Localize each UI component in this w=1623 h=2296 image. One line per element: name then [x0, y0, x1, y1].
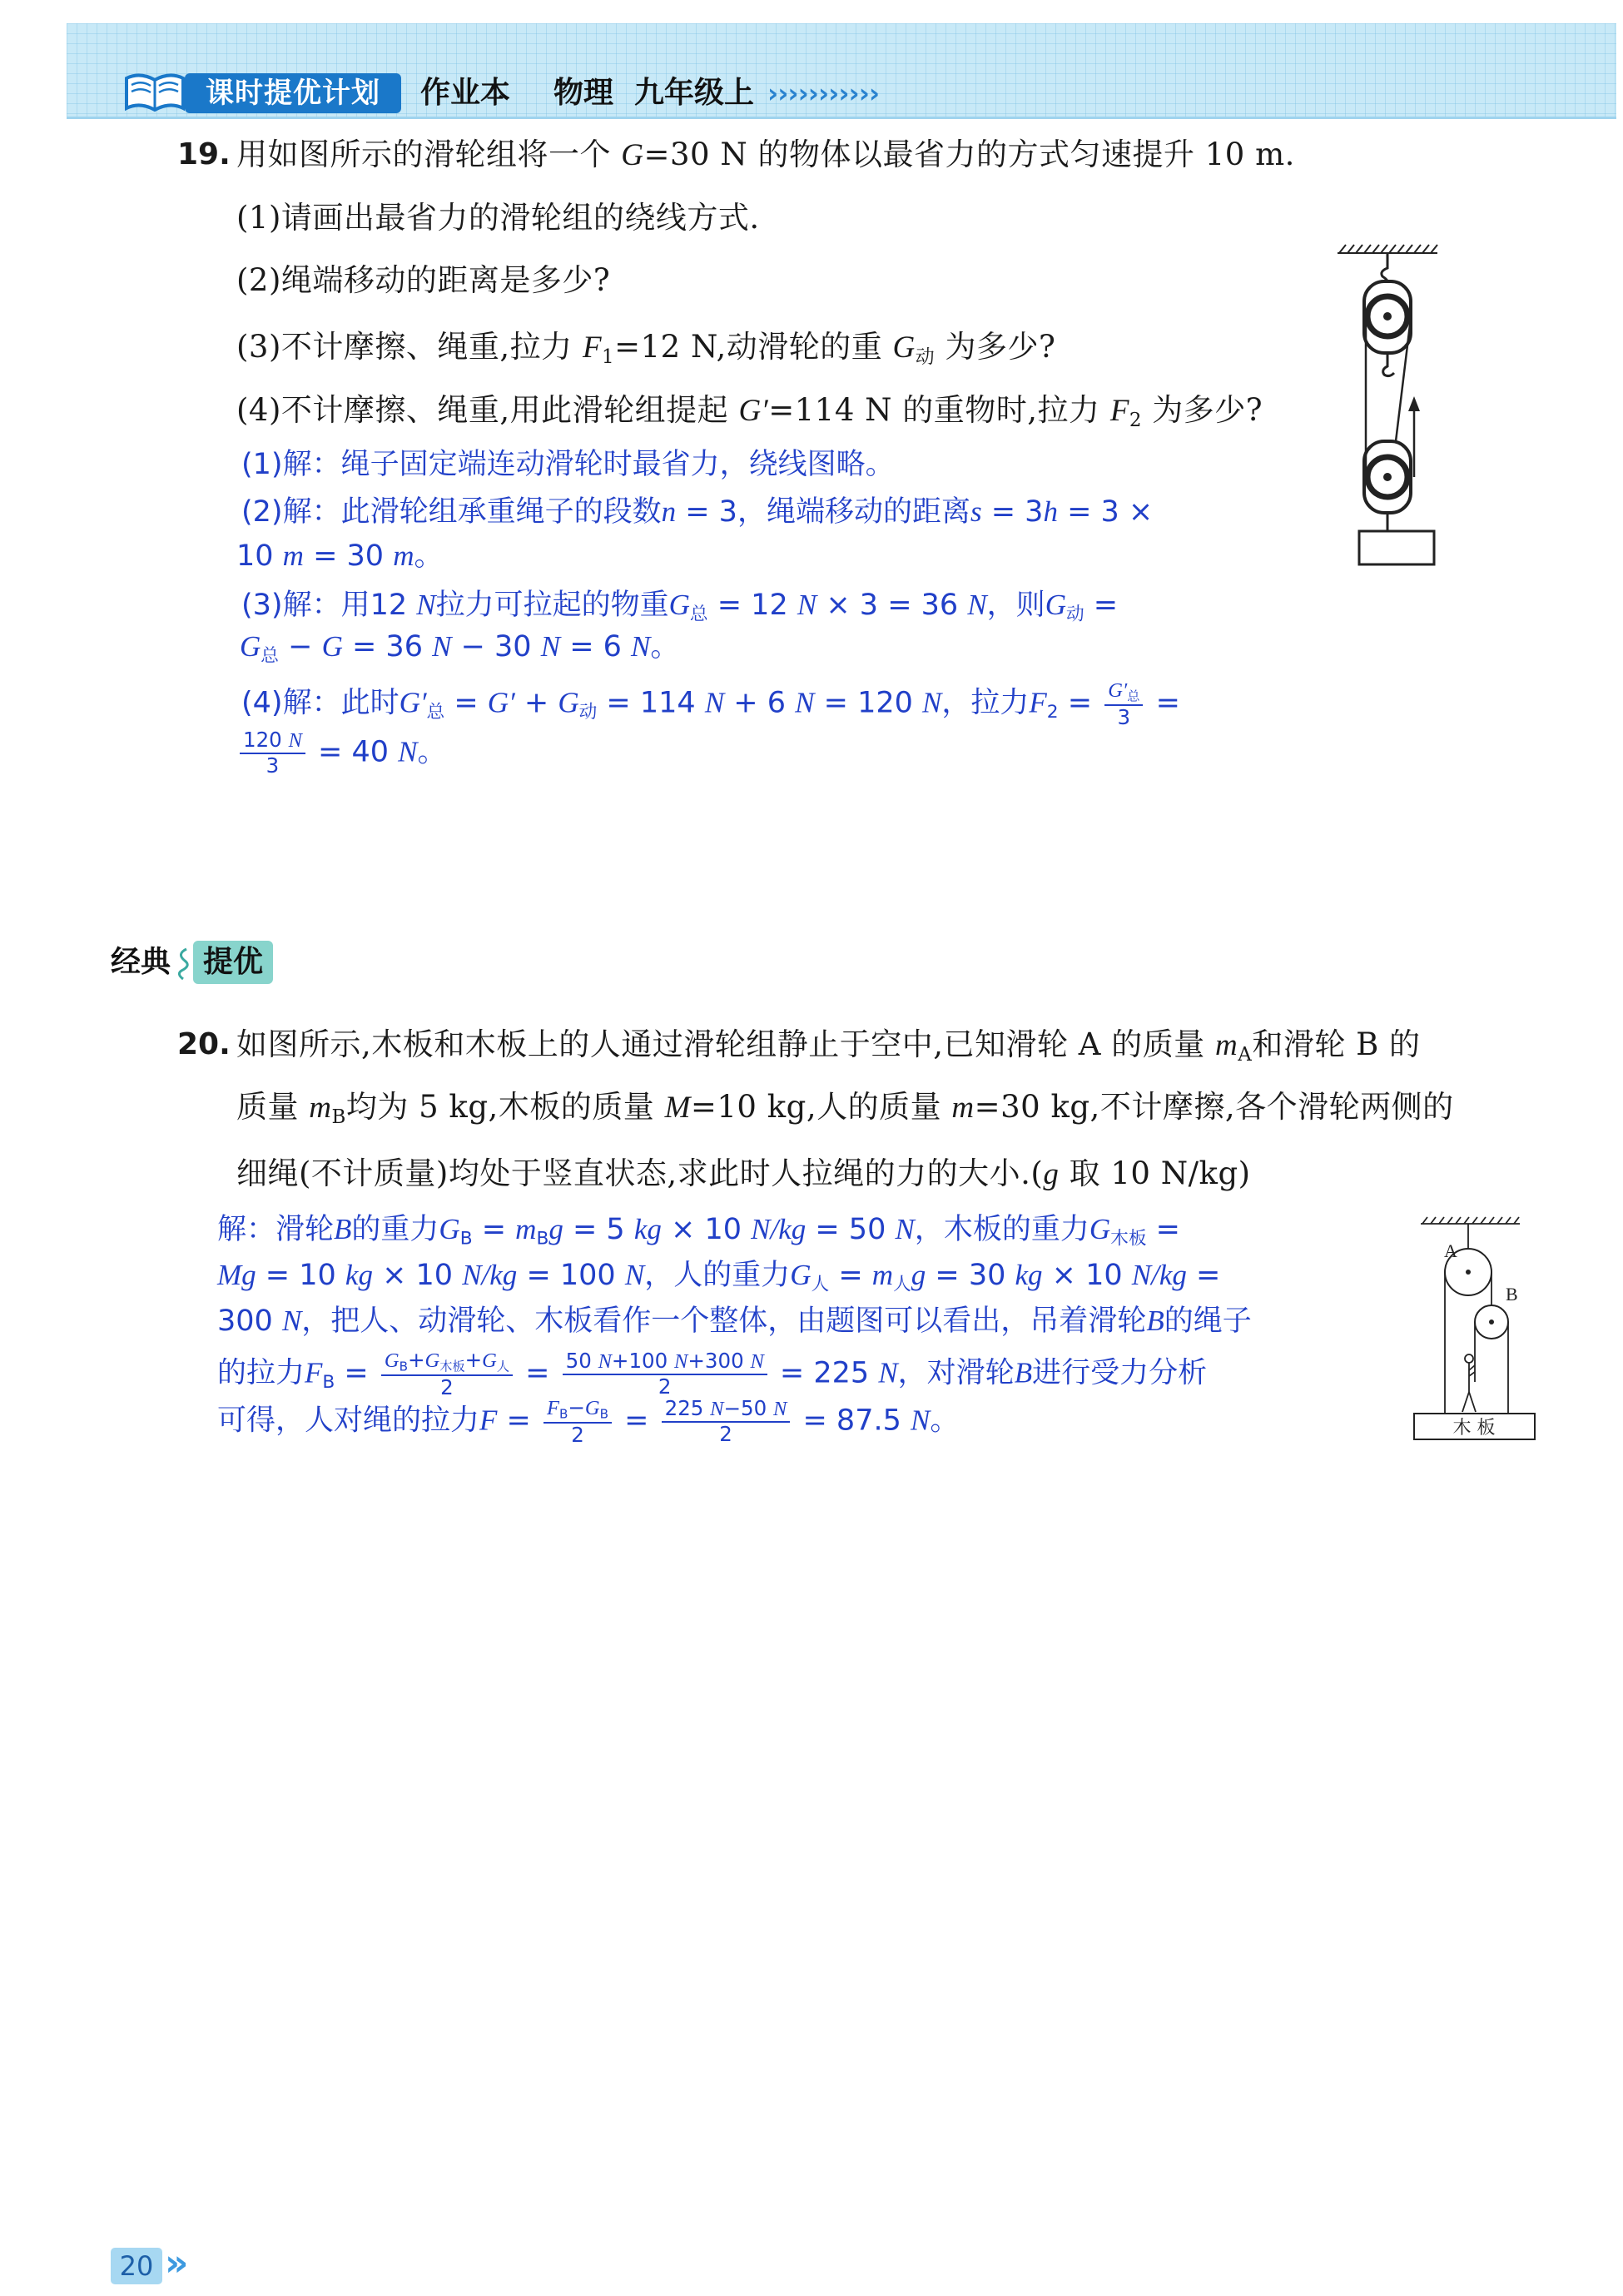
pulley-b-axle [1489, 1319, 1494, 1324]
text-run: +300 [687, 1348, 751, 1373]
math-variable: N [288, 729, 302, 752]
math-variable: G [1045, 589, 1066, 621]
text-run: 120 [243, 728, 289, 752]
math-variable: n [661, 495, 677, 528]
text-run: − [278, 630, 322, 663]
answer-line [240, 629, 679, 675]
text-run: = 5 [563, 1213, 634, 1246]
math-variable: G [790, 1259, 812, 1291]
text-run: =10 kg,人的质量 [690, 1089, 952, 1125]
question-stem [236, 1089, 1454, 1136]
math-variable: N [911, 1404, 931, 1437]
text-run: 。 [650, 630, 680, 663]
subscript: 2 [1046, 702, 1059, 723]
text-run: ，把人、动滑轮、木板看作一个整体，由题图可以看出，吊着滑轮 [301, 1305, 1147, 1338]
fraction [240, 728, 305, 778]
movable-pulley-axle [1383, 473, 1392, 481]
text-run: ，木板的重力 [914, 1213, 1089, 1246]
question-stem [236, 1026, 1421, 1073]
math-variable: N [416, 589, 436, 621]
text-run: = 30 [926, 1259, 1015, 1292]
text-run: = [472, 1213, 516, 1246]
text-run: = [497, 1404, 540, 1438]
question-part [236, 200, 760, 236]
text-run: 为多少? [935, 329, 1056, 365]
answer-line [217, 1349, 1207, 1401]
text-run: (1)请画出最省力的滑轮组的绕线方式. [236, 200, 760, 236]
math-variable: G [384, 1349, 400, 1372]
text-run: − 30 [451, 630, 541, 663]
subscript: 动 [915, 345, 936, 368]
math-variable: N [631, 630, 651, 663]
text-run: 的拉力 [217, 1356, 305, 1390]
math-variable: Mg [217, 1259, 256, 1291]
text-run: (3)解：用12 [241, 589, 417, 622]
answer-line [217, 1257, 1220, 1304]
math-variable: M [664, 1091, 691, 1125]
fraction-numerator [563, 1349, 767, 1375]
subscript: B [322, 1372, 335, 1394]
math-variable: N/kg [462, 1259, 518, 1291]
text-run: 2 [440, 1375, 454, 1399]
text-run: 取 10 N/kg) [1059, 1155, 1251, 1191]
math-variable: F [1029, 686, 1047, 719]
answer-line [241, 446, 895, 483]
text-run: 。 [930, 1404, 960, 1438]
subscript: 人 [811, 1274, 830, 1295]
text-run: + [514, 686, 558, 720]
math-variable: G′ [399, 686, 427, 719]
math-variable: N [922, 686, 942, 719]
text-run: +100 [611, 1348, 675, 1373]
math-variable: kg [1015, 1259, 1043, 1291]
text-run: 为多少? [1142, 392, 1263, 428]
math-variable: N [710, 1397, 724, 1420]
question-part [236, 329, 1055, 375]
math-variable: F [546, 1397, 559, 1419]
text-run: = 30 [303, 539, 394, 573]
answer-line [217, 1396, 959, 1447]
fraction-denominator [662, 1423, 791, 1446]
text-run: ，则 [986, 589, 1045, 622]
text-run: 3 [1117, 705, 1131, 729]
board-label: 木 板 [1452, 1418, 1496, 1439]
math-variable: N [750, 1349, 764, 1373]
text-run: × 10 [1042, 1259, 1132, 1292]
subscript: 木板 [439, 1359, 465, 1374]
subscript: 总 [689, 604, 708, 625]
fraction-numerator [1104, 678, 1143, 706]
text-run: 用如图所示的滑轮组将一个 [236, 137, 622, 172]
subscript: 动 [1065, 604, 1084, 625]
subscript: B [331, 1106, 346, 1128]
text-run: = 10 [256, 1259, 345, 1292]
math-variable: g [1043, 1157, 1060, 1191]
text-run: = 87.5 [793, 1404, 911, 1438]
text-run: 。 [417, 735, 447, 769]
text-run: + [408, 1348, 425, 1372]
text-run: = 3 [981, 495, 1044, 529]
subscript: 木板 [1110, 1228, 1147, 1250]
series-title: 课时提优计划 [185, 73, 401, 113]
subscript: B [599, 1406, 609, 1422]
math-variable: F [305, 1356, 323, 1389]
subscript: B [459, 1228, 473, 1250]
text-run: =30 kg,不计摩擦,各个滑轮两侧的 [974, 1089, 1454, 1125]
grade: 九年级上 [634, 76, 755, 110]
math-variable: N [674, 1349, 688, 1373]
person-figure [1462, 1354, 1476, 1412]
text-run: 和滑轮 B 的 [1252, 1026, 1421, 1062]
text-run: (2)绳端移动的距离是多少? [236, 262, 611, 298]
math-variable: N [967, 589, 987, 621]
math-variable: g [548, 1213, 563, 1245]
text-run: = 100 [517, 1259, 625, 1292]
text-run: = [829, 1259, 872, 1292]
section-label-right: 提优 [193, 941, 273, 984]
math-variable: m [871, 1259, 894, 1291]
fraction-numerator [543, 1396, 612, 1424]
math-variable: m [282, 539, 304, 572]
math-variable: F [582, 330, 603, 365]
math-variable: N [432, 630, 452, 663]
text-run: 。 [414, 539, 444, 573]
fraction [563, 1349, 767, 1399]
text-run: 3 [266, 753, 280, 778]
math-variable: N [795, 686, 815, 719]
math-variable: G [439, 1213, 460, 1245]
text-run: = 36 [342, 630, 433, 663]
math-variable: h [1043, 495, 1058, 528]
math-variable: B [1146, 1305, 1164, 1337]
pulley-a-label: A [1444, 1240, 1457, 1261]
fraction [1104, 678, 1143, 729]
subscript: 总 [1127, 688, 1140, 704]
math-variable: m [515, 1213, 537, 1245]
text-run: − [568, 1395, 585, 1419]
text-run: = 120 [814, 686, 923, 720]
math-variable: N [540, 630, 561, 663]
text-run: 可得，人对绳的拉力 [217, 1404, 480, 1438]
math-variable: N [895, 1213, 915, 1245]
text-run: = [516, 1356, 559, 1390]
math-variable: kg [633, 1213, 662, 1245]
text-run: (1)解：绳子固定端连动滑轮时最省力，绕线图略。 [241, 448, 895, 481]
text-run: = 12 [707, 589, 797, 622]
question-number: 19. [177, 137, 231, 171]
math-variable: N [598, 1349, 612, 1373]
math-variable: G [892, 330, 916, 365]
text-run: = [444, 686, 488, 720]
pulley-a-axle [1466, 1270, 1471, 1275]
subscript: 总 [261, 645, 279, 667]
open-book-icon [123, 67, 186, 115]
fraction [543, 1396, 612, 1447]
text-run: 225 [664, 1395, 711, 1420]
ceiling [1421, 1217, 1520, 1224]
math-variable: G′ [1108, 679, 1128, 702]
text-run: = 225 [770, 1356, 879, 1390]
fraction-denominator [543, 1424, 612, 1447]
math-variable: m [1215, 1028, 1238, 1062]
text-run: 解：滑轮 [217, 1213, 335, 1246]
answer-line [241, 587, 1118, 634]
text-run: = [1146, 686, 1180, 720]
subscript: B [558, 1406, 568, 1422]
math-variable: N/kg [1131, 1259, 1187, 1291]
load-block [1359, 531, 1434, 564]
math-variable: G [482, 1349, 497, 1372]
answer-line [236, 728, 447, 778]
text-run: =30 N 的物体以最省力的方式匀速提升 10 m. [643, 137, 1295, 172]
text-run: 2 [719, 1422, 732, 1447]
math-variable: N [398, 735, 418, 768]
subscript: 1 [602, 345, 615, 368]
book-type: 作业本 [420, 76, 511, 110]
text-run: = [1146, 1213, 1180, 1246]
text-run: 10 [236, 539, 283, 573]
math-variable: N [624, 1259, 645, 1291]
math-variable: kg [345, 1259, 373, 1291]
math-variable: N/kg [751, 1213, 807, 1245]
answer-line [241, 678, 1180, 731]
subscript: 人 [893, 1274, 911, 1295]
math-variable: m [951, 1091, 975, 1125]
text-run: =12 N,动滑轮的重 [614, 329, 893, 365]
text-run: ，人的重力 [644, 1259, 791, 1292]
pulley-b-label: B [1506, 1284, 1518, 1305]
math-variable: m [393, 539, 414, 572]
math-variable: G′ [738, 394, 769, 428]
text-run: ，拉力 [941, 686, 1030, 720]
text-run: = 3，绳端移动的距离 [676, 495, 970, 529]
top-hook [1382, 253, 1387, 281]
page-number: 20 [111, 2248, 162, 2284]
pull-arrow-icon [1408, 396, 1420, 411]
math-variable: G [321, 630, 343, 663]
text-run: × 10 [661, 1213, 752, 1246]
section-label-left: 经典 [111, 945, 171, 979]
text-run: = [1186, 1259, 1221, 1292]
fraction-numerator [240, 728, 305, 754]
question-stem [236, 1155, 1251, 1193]
fraction [381, 1349, 513, 1399]
fraction-numerator [662, 1397, 791, 1423]
answer-line [217, 1303, 1252, 1339]
text-run: = 114 [597, 686, 705, 720]
text-run: = [615, 1404, 658, 1438]
text-run: =114 N 的重物时,拉力 [768, 392, 1110, 428]
question-stem [236, 137, 1295, 174]
text-run: 50 [565, 1348, 598, 1373]
text-run: ，对滑轮 [897, 1356, 1015, 1390]
text-run: × 3 = 36 [816, 589, 968, 622]
answer-line [241, 494, 1153, 530]
subscript: 人 [496, 1359, 510, 1374]
ceiling [1338, 245, 1437, 253]
text-run: + 6 [724, 686, 796, 720]
text-run: = [1084, 589, 1119, 622]
math-variable: B [1014, 1356, 1033, 1389]
math-variable: G [621, 138, 644, 172]
subscript: B [536, 1228, 549, 1250]
question-part [236, 392, 1263, 439]
math-variable: m [309, 1091, 332, 1125]
math-variable: N [281, 1305, 302, 1337]
text-run: = 6 [560, 630, 632, 663]
math-variable: B [334, 1213, 352, 1245]
middle-hook [1383, 353, 1394, 376]
text-run: 进行受力分析 [1032, 1356, 1208, 1390]
math-variable: g [911, 1259, 926, 1291]
text-run: = 50 [806, 1213, 896, 1246]
math-variable: N [773, 1397, 787, 1420]
math-variable: G [424, 1349, 440, 1372]
subscript: B [399, 1359, 408, 1374]
fraction-denominator [1104, 706, 1143, 729]
math-variable: G′ [487, 686, 515, 719]
text-run: = 3 × [1057, 495, 1154, 529]
math-variable: N [704, 686, 725, 719]
text-run: 质量 [236, 1089, 310, 1125]
math-variable: G [240, 630, 261, 663]
text-run: −50 [723, 1395, 774, 1420]
subscript: 总 [426, 702, 445, 723]
text-run: (3)不计摩擦、绳重,拉力 [236, 329, 583, 365]
fraction-numerator [381, 1349, 513, 1376]
subscript: 动 [578, 702, 598, 723]
text-run: × 10 [372, 1259, 463, 1292]
question-part [236, 262, 610, 299]
chevron-right-icon: » [165, 2242, 189, 2284]
text-run: 的绳子 [1164, 1305, 1252, 1338]
text-run: = [335, 1356, 378, 1390]
text-run: 细绳(不计质量)均处于竖直状态,求此时人拉绳的力的大小.( [236, 1155, 1044, 1191]
text-run: 2 [571, 1423, 584, 1447]
fraction-denominator [240, 754, 305, 778]
text-run: 均为 5 kg,木板的质量 [345, 1089, 665, 1125]
math-variable: G [584, 1397, 600, 1419]
subscript: A [1238, 1043, 1253, 1066]
math-variable: G [668, 589, 690, 621]
pulley-system-figure [1328, 241, 1448, 574]
chevron-arrows-icon: ››››››››››› [767, 77, 880, 109]
math-variable: F [1109, 394, 1129, 428]
swirl-decoration-icon [173, 946, 193, 982]
text-run: (2)解：此滑轮组承重绳子的段数 [241, 495, 662, 529]
text-run: (4)不计摩擦、绳重,用此滑轮组提起 [236, 392, 739, 428]
question-number: 20. [177, 1027, 231, 1061]
text-run: + [464, 1348, 483, 1372]
math-variable: N [797, 589, 817, 621]
board-pulley-figure [1411, 1215, 1540, 1444]
fraction [662, 1397, 791, 1446]
text-run: 2 [658, 1374, 672, 1399]
subject: 物理 [553, 76, 614, 110]
math-variable: s [970, 495, 982, 528]
answer-line [217, 1211, 1180, 1258]
fixed-pulley-axle [1383, 312, 1392, 321]
text-run: 拉力可拉起的物重 [435, 589, 669, 622]
text-run: 300 [217, 1305, 282, 1338]
text-run: (4)解：此时 [241, 686, 400, 720]
answer-line [236, 538, 444, 574]
math-variable: F [479, 1404, 498, 1437]
math-variable: N [878, 1356, 898, 1389]
text-run: = [1058, 686, 1102, 720]
math-variable: G [1089, 1213, 1111, 1245]
text-run: = 40 [308, 735, 399, 769]
subscript: 2 [1129, 409, 1143, 431]
text-run: 的重力 [351, 1213, 439, 1246]
math-variable: G [558, 686, 579, 719]
text-run: 如图所示,木板和木板上的人通过滑轮组静止于空中,已知滑轮 A 的质量 [236, 1026, 1216, 1062]
